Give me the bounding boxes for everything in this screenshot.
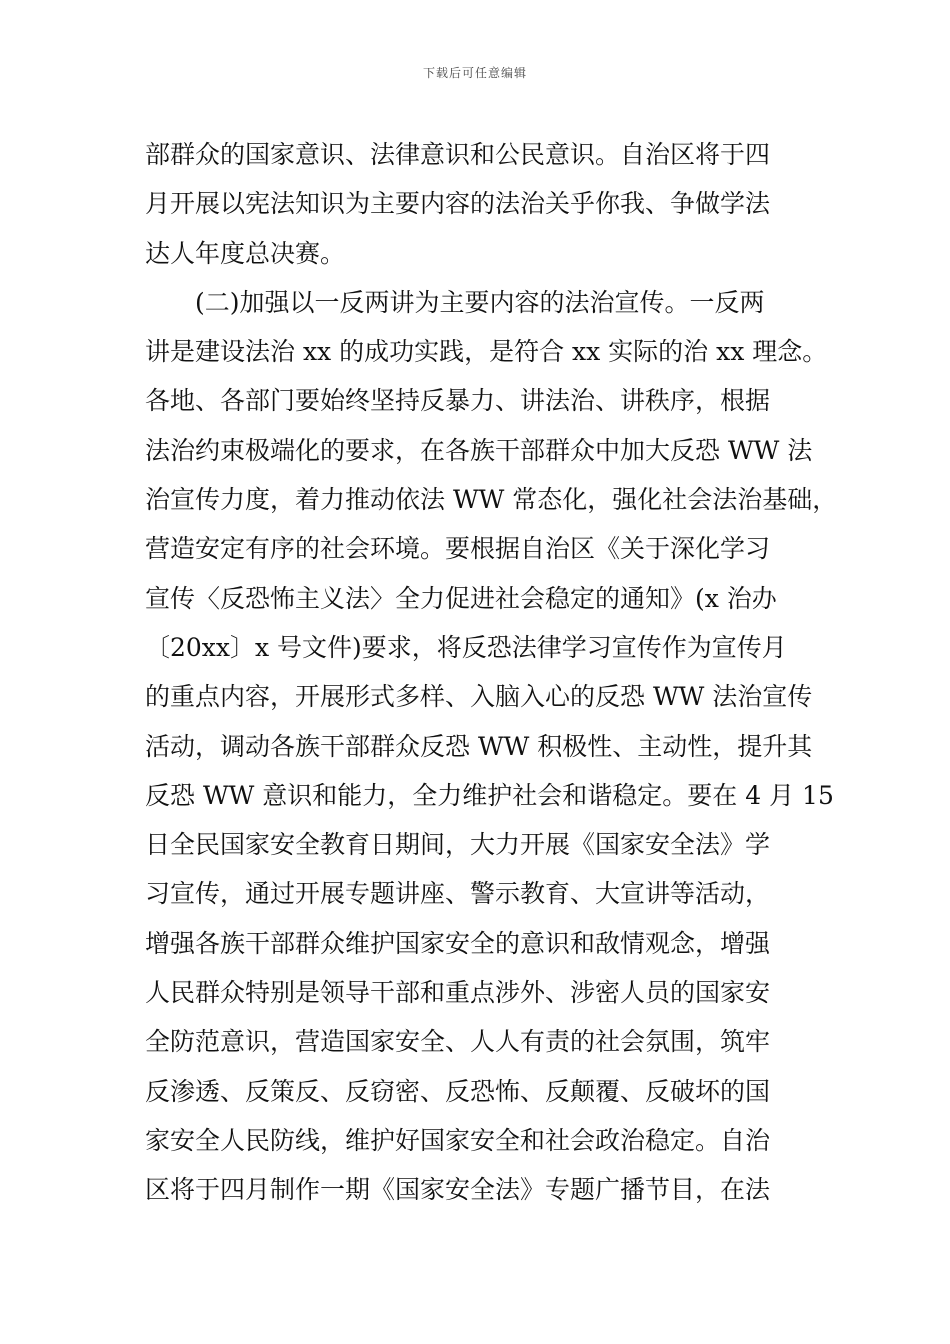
text-line: 的重点内容，开展形式多样、入脑入心的反恐 WW 法治宣传 [145,682,813,712]
text-line: 〔20xx〕x 号文件)要求，将反恐法律学习宣传作为宣传月 [145,632,787,662]
text-line: 各地、各部门要始终坚持反暴力、讲法治、讲秩序，根据 [145,386,771,416]
text-line: 部群众的国家意识、法律意识和公民意识。自治区将于四 [145,140,771,169]
text-line: 治宣传力度，着力推动依法 WW 常态化，强化社会法治基础， [145,485,838,515]
text-line: (二)加强以一反两讲为主要内容的法治宣传。一反两 [145,287,765,317]
text-line: 活动，调动各族干部群众反恐 WW 积极性、主动性，提升其 [145,731,813,761]
text-line: 法治约束极端化的要求，在各族干部群众中加大反恐 WW 法 [145,435,813,465]
text-line: 宣传〈反恐怖主义法〉全力促进社会稳定的通知》(x 治办 [145,583,777,613]
text-line: 家安全人民防线，维护好国家安全和社会政治稳定。自治 [145,1125,771,1155]
text-line: 日全民国家安全教育日期间，大力开展《国家安全法》学 [145,830,771,860]
text-line: 区将于四月制作一期《国家安全法》专题广播节目，在法 [145,1175,771,1205]
text-line: 增强各族干部群众维护国家安全的意识和敌情观念，增强 [145,928,771,958]
text-line: 反恐 WW 意识和能力，全力维护社会和谐稳定。要在 4 月 15 [145,780,834,810]
text-line: 营造安定有序的社会环境。要根据自治区《关于深化学习 [145,534,771,564]
text-line: 习宣传，通过开展专题讲座、警示教育、大宣讲等活动， [145,879,771,909]
body-text [145,130,838,1215]
text-line: 月开展以宪法知识为主要内容的法治关乎你我、争做学法 [145,189,771,219]
text-line: 全防范意识，营造国家安全、人人有责的社会氛围，筑牢 [145,1027,771,1057]
text-line: 人民群众特别是领导干部和重点涉外、涉密人员的国家安 [145,978,771,1008]
text-line: 讲是建设法治 xx 的成功实践，是符合 xx 实际的治 xx 理念。 [145,337,828,367]
header-note: 下载后可任意编辑 [422,66,527,80]
text-line: 反渗透、反策反、反窃密、反恐怖、反颠覆、反破坏的国 [145,1076,771,1106]
text-line: 达人年度总决赛。 [145,238,346,268]
